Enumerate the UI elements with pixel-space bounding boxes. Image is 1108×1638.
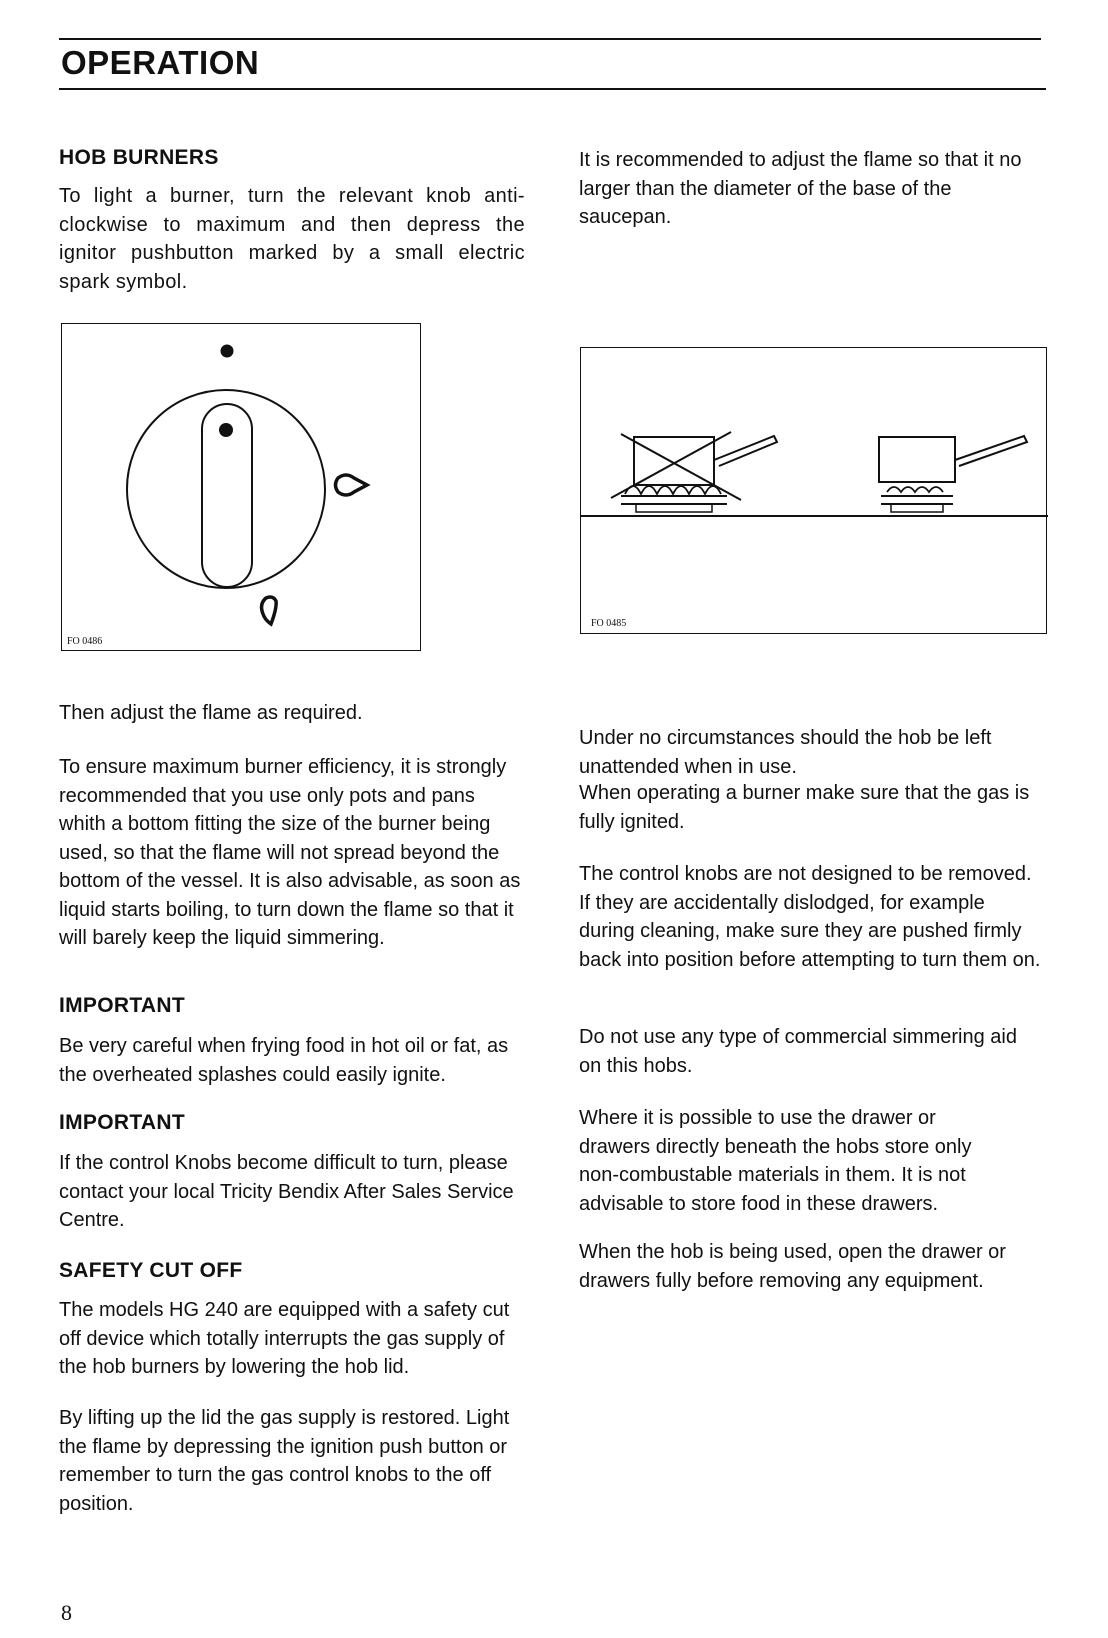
safety-cut-off-text-2: By lifting up the lid the gas supply is restored. Light the flame by depressing the ignition push button or remember to turn the gas control knobs to the off position.	[59, 1407, 510, 1515]
adjust-text: Then adjust the flame as required.	[59, 702, 363, 724]
drawer-open-text: When the hob is being used, open the drawer or drawers fully before removing any equipment.	[579, 1241, 1006, 1292]
important-1-text: Be very careful when frying food in hot oil or fat, as the overheated splashes could easily ignite.	[59, 1035, 509, 1086]
drawer-storage-text: Where it is possible to use the drawer or drawers directly beneath the hobs store only non-combustable materials in them. It is not advisable to store food in these drawers.	[579, 1107, 972, 1215]
efficiency-text: To ensure maximum burner efficiency, it is strongly recommended that you use only pots and pans whith a bottom fitting the size of the burner being used, so that the flame will not spread beyond the bottom of the vessel. It is also advisable, as soon as liquid starts boiling, to turn down the flame so that it will barely keep the liquid simmering.	[59, 756, 521, 949]
control-knobs-text: The control knobs are not designed to be removed. If they are accidentally dislodged, for example during cleaning, make sure they are pushed firmly back into position before attempting to turn them on.	[579, 863, 1041, 971]
figure-2-label: FO 0485	[591, 618, 627, 629]
ignited-text: When operating a burner make sure that the gas is fully ignited.	[579, 782, 1030, 833]
knob-figure	[61, 323, 421, 651]
important-1-heading: IMPORTANT	[59, 994, 185, 1017]
important-2-heading: IMPORTANT	[59, 1111, 185, 1134]
hob-burners-text: To light a burner, turn the relevant knob anti-clockwise to maximum and then depress the ignitor pushbutton marked by a small electric spark symbol.	[59, 185, 525, 293]
saucepan-figure	[580, 347, 1047, 634]
title-underline	[59, 88, 1046, 90]
page-title: OPERATION	[61, 44, 260, 81]
safety-cut-off-text-1: The models HG 240 are equipped with a safety cut off device which totally interrupts the gas supply of the hob burners by lowering the hob lid.	[59, 1299, 510, 1378]
top-rule	[59, 38, 1041, 40]
knob-diagram	[62, 324, 422, 652]
simmering-aid-text: Do not use any type of commercial simmering aid on this hobs.	[579, 1026, 1017, 1077]
saucepan-diagram	[581, 348, 1048, 635]
unattended-text: Under no circumstances should the hob be left unattended when in use.	[579, 727, 992, 778]
figure-1-label: FO 0486	[67, 636, 103, 647]
important-2-text: If the control Knobs become difficult to turn, please contact your local Tricity Bendix After Sales Service Centre.	[59, 1152, 514, 1231]
safety-cut-off-heading: SAFETY CUT OFF	[59, 1259, 243, 1282]
flame-size-text: It is recommended to adjust the flame so that it no larger than the diameter of the base of the saucepan.	[579, 149, 1022, 228]
page-number: 8	[61, 1600, 72, 1625]
hob-burners-heading: HOB BURNERS	[59, 146, 219, 169]
